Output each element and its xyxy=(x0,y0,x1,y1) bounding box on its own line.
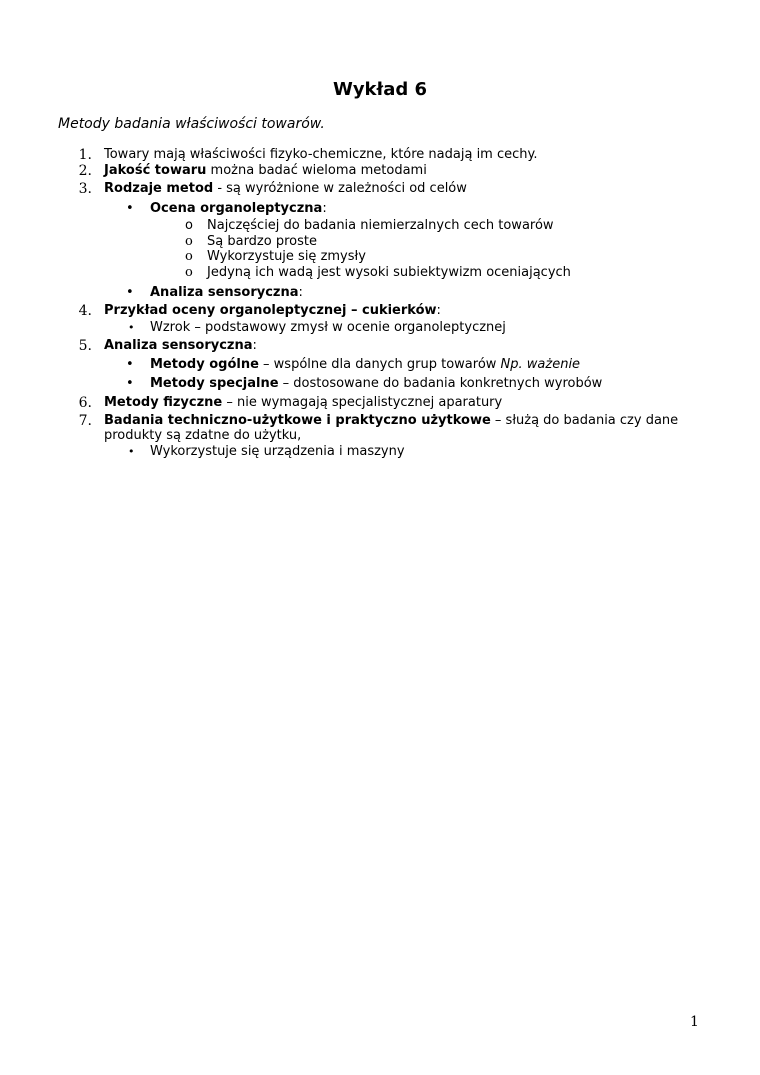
page-number: 1 xyxy=(690,1014,699,1030)
list-item-text: Wykorzystuje się zmysły xyxy=(207,249,366,264)
list-number: 6. xyxy=(78,395,92,411)
list-item-continuation xyxy=(104,428,301,444)
list-item-bold: Analiza sensoryczna xyxy=(104,338,253,353)
list-item xyxy=(104,163,427,179)
list-item xyxy=(104,181,467,197)
list-item-text: : xyxy=(436,303,441,318)
list-item-bold: Badania techniczno-użytkowe i praktyczno użytkowe xyxy=(104,413,491,428)
list-item-text: Wykorzystuje się urządzenia i maszyny xyxy=(150,444,405,459)
bullet-icon: • xyxy=(126,376,134,391)
list-number: 7. xyxy=(78,413,92,429)
list-item xyxy=(104,303,441,319)
list-item-bold: Metody specjalne xyxy=(150,376,279,391)
list-item-text: Towary mają właściwości fizyko-chemiczne, które nadają im cechy. xyxy=(104,147,538,162)
list-number: 3. xyxy=(78,181,92,197)
list-item xyxy=(207,265,571,281)
list-item-italic: Np. ważenie xyxy=(500,357,581,372)
list-item-text: : xyxy=(298,285,303,300)
list-item-text: - są wyróżnione w zależności od celów xyxy=(213,181,467,196)
list-item xyxy=(150,357,580,373)
list-item-bold: Analiza sensoryczna xyxy=(150,285,299,300)
list-item-text: Wzrok – podstawowy zmysł w ocenie organoleptycznej xyxy=(150,320,506,335)
list-number: 5. xyxy=(78,338,92,354)
list-item-text: – wspólne dla danych grup towarów xyxy=(258,357,501,372)
list-number: 4. xyxy=(78,303,92,319)
list-item-bold: Jakość towaru xyxy=(104,163,207,178)
list-item-text: Są bardzo proste xyxy=(207,234,317,249)
list-item xyxy=(150,444,405,460)
list-item xyxy=(104,413,678,429)
bullet-icon: • xyxy=(128,445,135,458)
circle-bullet-icon: o xyxy=(185,265,193,280)
bullet-icon: • xyxy=(126,285,134,300)
bullet-icon: • xyxy=(128,321,135,334)
circle-bullet-icon: o xyxy=(185,218,193,233)
list-item-text: produkty są zdatne do użytku, xyxy=(104,428,302,443)
list-item xyxy=(207,249,366,265)
list-item xyxy=(150,320,506,336)
bullet-icon: • xyxy=(126,201,134,216)
list-item-bold: Metody ogólne xyxy=(150,357,259,372)
circle-bullet-icon: o xyxy=(185,249,193,264)
list-item-text: – nie wymagają specjalistycznej aparatury xyxy=(222,395,503,410)
circle-bullet-icon: o xyxy=(185,234,193,249)
list-item-text: : xyxy=(322,201,327,216)
list-item xyxy=(104,147,537,163)
list-item-text: Jedyną ich wadą jest wysoki subiektywizm oceniających xyxy=(207,265,571,280)
list-number: 2. xyxy=(78,163,92,179)
list-item-text: : xyxy=(252,338,257,353)
list-item-text: można badać wieloma metodami xyxy=(206,163,427,178)
list-item xyxy=(150,285,303,301)
list-item-bold: Przykład oceny organoleptycznej – cukierków xyxy=(104,303,437,318)
list-item xyxy=(207,218,554,234)
list-item-text: Najczęściej do badania niemierzalnych cech towarów xyxy=(207,218,554,233)
list-item-text: – dostosowane do badania konkretnych wyrobów xyxy=(278,376,603,391)
list-item xyxy=(150,201,327,217)
document-title: Wykład 6 xyxy=(332,79,428,100)
list-item-bold: Metody fizyczne xyxy=(104,395,223,410)
document-subtitle: Metody badania właściwości towarów. xyxy=(58,116,325,132)
list-item xyxy=(104,338,257,354)
list-item-bold: Rodzaje metod xyxy=(104,181,214,196)
bullet-icon: • xyxy=(126,357,134,372)
list-item-text: – służą do badania czy dane xyxy=(490,413,679,428)
list-item xyxy=(104,395,502,411)
list-item-bold: Ocena organoleptyczna xyxy=(150,201,323,216)
list-item xyxy=(207,234,317,250)
list-number: 1. xyxy=(78,147,92,163)
list-item xyxy=(150,376,602,392)
